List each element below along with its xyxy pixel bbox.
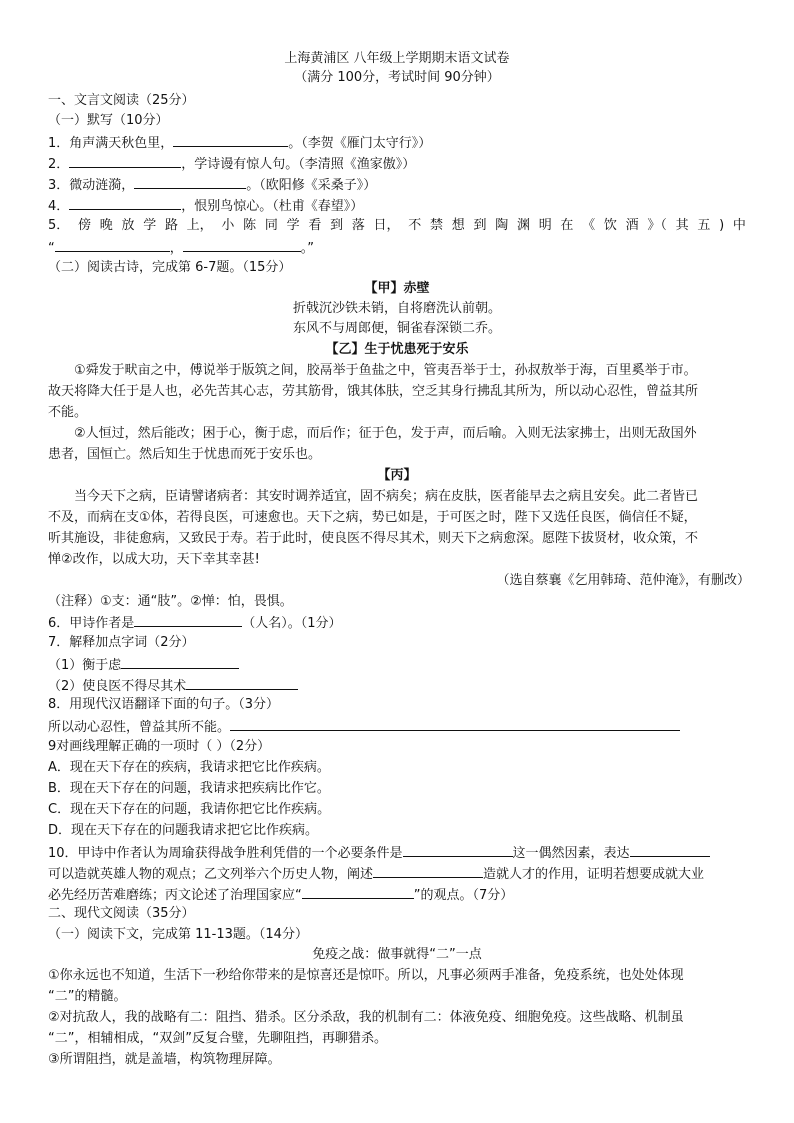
q5-char: 小	[221, 218, 235, 233]
q4-suffix: ，恨别鸟惊心。（杜甫《春望》）	[181, 199, 364, 214]
q10-text-5: 必先经历苦难磨练；丙文论述了治理国家应“	[48, 888, 302, 903]
q5-char: 落	[351, 218, 365, 233]
text-bing-line1: 当今天下之病，臣请譬诸病者：其安时调养适宜，固不病矣；病在皮肤，医者能早去之病且安矣。此二者皆已	[74, 489, 699, 504]
q1-answer-blank[interactable]	[173, 133, 288, 147]
section1-heading: 一、文言文阅读（25分）	[48, 93, 195, 108]
question-8-sentence	[48, 717, 680, 737]
q10-answer-blank-2[interactable]	[630, 843, 710, 857]
q5-char: 明	[538, 218, 552, 233]
article-p2-line2: “二”，相辅相成，“双剑”反复合璧，先聊阻挡，再聊猎杀。	[48, 1031, 387, 1046]
text-yi-p1-line1: ①舜发于畎亩之中，傅说举于版筑之间，胶鬲举于鱼盐之中，管夷吾举于士，孙叔敖举于海，百里奚举于市。	[74, 363, 697, 378]
text-bing-title: 【丙】	[377, 468, 417, 483]
q7-item2-blank[interactable]	[186, 676, 298, 690]
q5-char: 到	[330, 218, 344, 233]
article-title: 免疫之战：做事就得“二”一点	[312, 947, 482, 962]
q2-prefix: 2．	[48, 157, 70, 172]
question-1	[48, 133, 431, 153]
question-7-item1	[48, 655, 239, 675]
q5-char: 晚	[99, 218, 113, 233]
q5-char: 酒	[625, 218, 639, 233]
q7-item1-blank[interactable]	[121, 655, 239, 669]
q5-char: 放	[121, 218, 135, 233]
q5-char: 不	[408, 218, 422, 233]
q6-answer-blank[interactable]	[134, 613, 242, 627]
question-7-item2	[48, 676, 298, 696]
poem-jia-title: 【甲】赤壁	[364, 281, 430, 296]
q9-option-c[interactable]: C．现在天下存在的问题，我请你把它比作疾病。	[48, 802, 331, 817]
q7-item2-label: （2）使良医不得尽其术	[48, 679, 187, 694]
q3-prefix: 3．微动涟漪，	[48, 178, 135, 193]
article-p3: ③所谓阻挡，就是盖墙，构筑物理屏障。	[48, 1052, 281, 1067]
article-p2-line1: ②对抗敌人，我的战略有二：阻挡、猎杀。区分杀敌，我的机制有二：体液免疫、细胞免疫。这些战略、机制虽	[48, 1010, 684, 1025]
question-6	[48, 613, 342, 633]
page-subtitle: （满分 100分，考试时间 90分钟）	[294, 70, 500, 85]
text-bing-notes: （注释）①支：通“肢”。②惮：怕，畏惧。	[48, 594, 293, 609]
q5-char: 饮	[603, 218, 617, 233]
q5-char: 渊	[516, 218, 530, 233]
q5-char: 5．	[48, 218, 70, 233]
q5-answer-blank-1[interactable]	[55, 238, 170, 252]
q5-char: 同	[264, 218, 278, 233]
q3-answer-blank[interactable]	[134, 175, 246, 189]
question-9-heading: 9对画线理解正确的一项时（ ）（2分）	[48, 739, 271, 754]
poem-jia-line1: 折戟沉沙铁未销，自将磨洗认前朝。	[292, 301, 501, 316]
text-yi-title: 【乙】生于忧患死于安乐	[325, 342, 469, 357]
question-4	[48, 196, 363, 216]
text-yi-p1-line2: 故天将降大任于是人也，必先苦其心志，劳其筋骨，饿其体肤，空乏其身行拂乱其所为，所以动心忍性，曾益其所	[48, 384, 699, 399]
section2-heading: 二、现代文阅读（35分）	[48, 906, 195, 921]
q1-suffix: 。（李贺《雁门太守行》）	[288, 136, 432, 151]
q5-char: 到	[473, 218, 487, 233]
q8-text: 所以动心忍性，曾益其所不能。	[48, 720, 231, 735]
q10-text-6: ”的观点。（7分）	[413, 888, 514, 903]
q5-char: 看	[308, 218, 322, 233]
q2-suffix: ，学诗谩有惊人句。（李清照《渔家傲》）	[181, 157, 416, 172]
q5-char: )	[719, 218, 725, 233]
q10-answer-blank-3[interactable]	[373, 864, 483, 878]
article-p1-line2: “二”的精髓。	[48, 989, 127, 1004]
q4-prefix: 4．	[48, 199, 70, 214]
q9-option-b[interactable]: B．现在天下存在的问题，我请求把疾病比作它。	[48, 781, 330, 796]
q5-char: 傍	[78, 218, 92, 233]
question-2	[48, 154, 415, 174]
text-bing-line3: 听其施设，非徒愈病，又致民于寿。若于此时，使良医不得尽其术，则天下之病愈深。愿陛下拔贤材，收众策，不	[48, 531, 699, 546]
q5-char: 禁	[430, 218, 444, 233]
question-10-line2	[48, 864, 704, 884]
part2-heading: （二）阅读古诗，完成第 6-7题。（15分）	[48, 260, 292, 275]
q10-answer-blank-4[interactable]	[302, 885, 414, 899]
q5-char: 在	[560, 218, 574, 233]
question-5-line2	[48, 238, 314, 258]
q3-suffix: 。（欧阳修《采桑子》）	[246, 178, 377, 193]
q5-char: 陈	[243, 218, 257, 233]
question-7-heading: 7．解释加点字词（2分）	[48, 635, 195, 650]
text-yi-p2-line2: 患者，国恒亡。然后知生于忧患而死于安乐也。	[48, 447, 322, 462]
text-bing-source: （选自蔡襄《乞用韩琦、范仲淹》，有删改）	[496, 573, 750, 588]
question-10-line1	[48, 843, 710, 863]
q5-char: 学	[286, 218, 300, 233]
q5-char: 五	[697, 218, 711, 233]
q6-suffix: （人名）。（1分）	[242, 616, 342, 631]
q2-answer-blank[interactable]	[69, 154, 181, 168]
question-3	[48, 175, 376, 195]
text-yi-p2-line1: ②人恒过，然后能改；困于心，衡于虑，而后作；征于色，发于声，而后喻。入则无法家拂士，出则无敌国外	[74, 426, 697, 441]
q5-answer-blank-2[interactable]	[183, 238, 301, 252]
q10-text-1: 10．甲诗中作者认为周瑜获得战争胜利凭借的一个必要条件是	[48, 846, 403, 861]
q5-close-quote: 。”	[300, 241, 315, 256]
question-5-line1	[48, 217, 746, 235]
q5-char: 日，	[373, 218, 400, 233]
q5-comma: ，	[169, 241, 183, 256]
q6-prefix: 6．甲诗作者是	[48, 616, 135, 631]
q5-char: 中	[732, 218, 746, 233]
q5-char: 上，	[186, 218, 213, 233]
q5-char: 想	[451, 218, 465, 233]
text-bing-line2: 不及，而病在支①体，若得良医，可速愈也。天下之病，势已如是，于可医之时，陛下又选任良医，倘信任不疑，	[48, 510, 697, 525]
q5-char: 陶	[495, 218, 509, 233]
section2-part1-heading: （一）阅读下文，完成第 11-13题。（14分）	[48, 927, 308, 942]
q5-open-quote: “	[48, 241, 55, 256]
q5-char: 》（	[647, 218, 667, 233]
q1-prefix: 1．角声满天秋色里，	[48, 136, 174, 151]
page-title: 上海黄浦区 八年级上学期期末语文试卷	[284, 51, 510, 66]
q10-text-4: 造就人才的作用，证明若想要成就大业	[483, 867, 705, 882]
article-p1-line1: ①你永远也不知道，生活下一秒给你带来的是惊喜还是惊吓。所以，凡事必须两手准备，免疫系统，也处处体现	[48, 968, 684, 983]
text-bing-line4: 惮②改作，以成大功，天下幸其幸甚!	[48, 552, 260, 567]
q8-answer-blank[interactable]	[230, 717, 680, 731]
q10-text-2: 这一偶然因素，表达	[512, 846, 630, 861]
q10-answer-blank-1[interactable]	[403, 843, 513, 857]
question-10-line3	[48, 885, 513, 905]
poem-jia-line2: 东风不与周郎便，铜雀春深锁二乔。	[292, 321, 501, 336]
q5-char: 学	[143, 218, 157, 233]
q5-char: 其	[675, 218, 689, 233]
q9-option-a[interactable]: A．现在天下存在的疾病，我请求把它比作疾病。	[48, 760, 330, 775]
q5-char: 路	[164, 218, 178, 233]
q9-option-d[interactable]: D．现在天下存在的问题我请求把它比作疾病。	[48, 823, 319, 838]
q10-text-3: 可以造就英雄人物的观点；乙文列举六个历史人物，阐述	[48, 867, 374, 882]
text-yi-p1-line3: 不能。	[48, 405, 88, 420]
q7-item1-label: （1）衡于虑	[48, 658, 122, 673]
question-8-heading: 8．用现代汉语翻译下面的句子。（3分）	[48, 697, 280, 712]
q5-char: 《	[582, 218, 596, 233]
part1-heading: （一）默写（10分）	[48, 113, 169, 128]
q4-answer-blank[interactable]	[69, 196, 181, 210]
